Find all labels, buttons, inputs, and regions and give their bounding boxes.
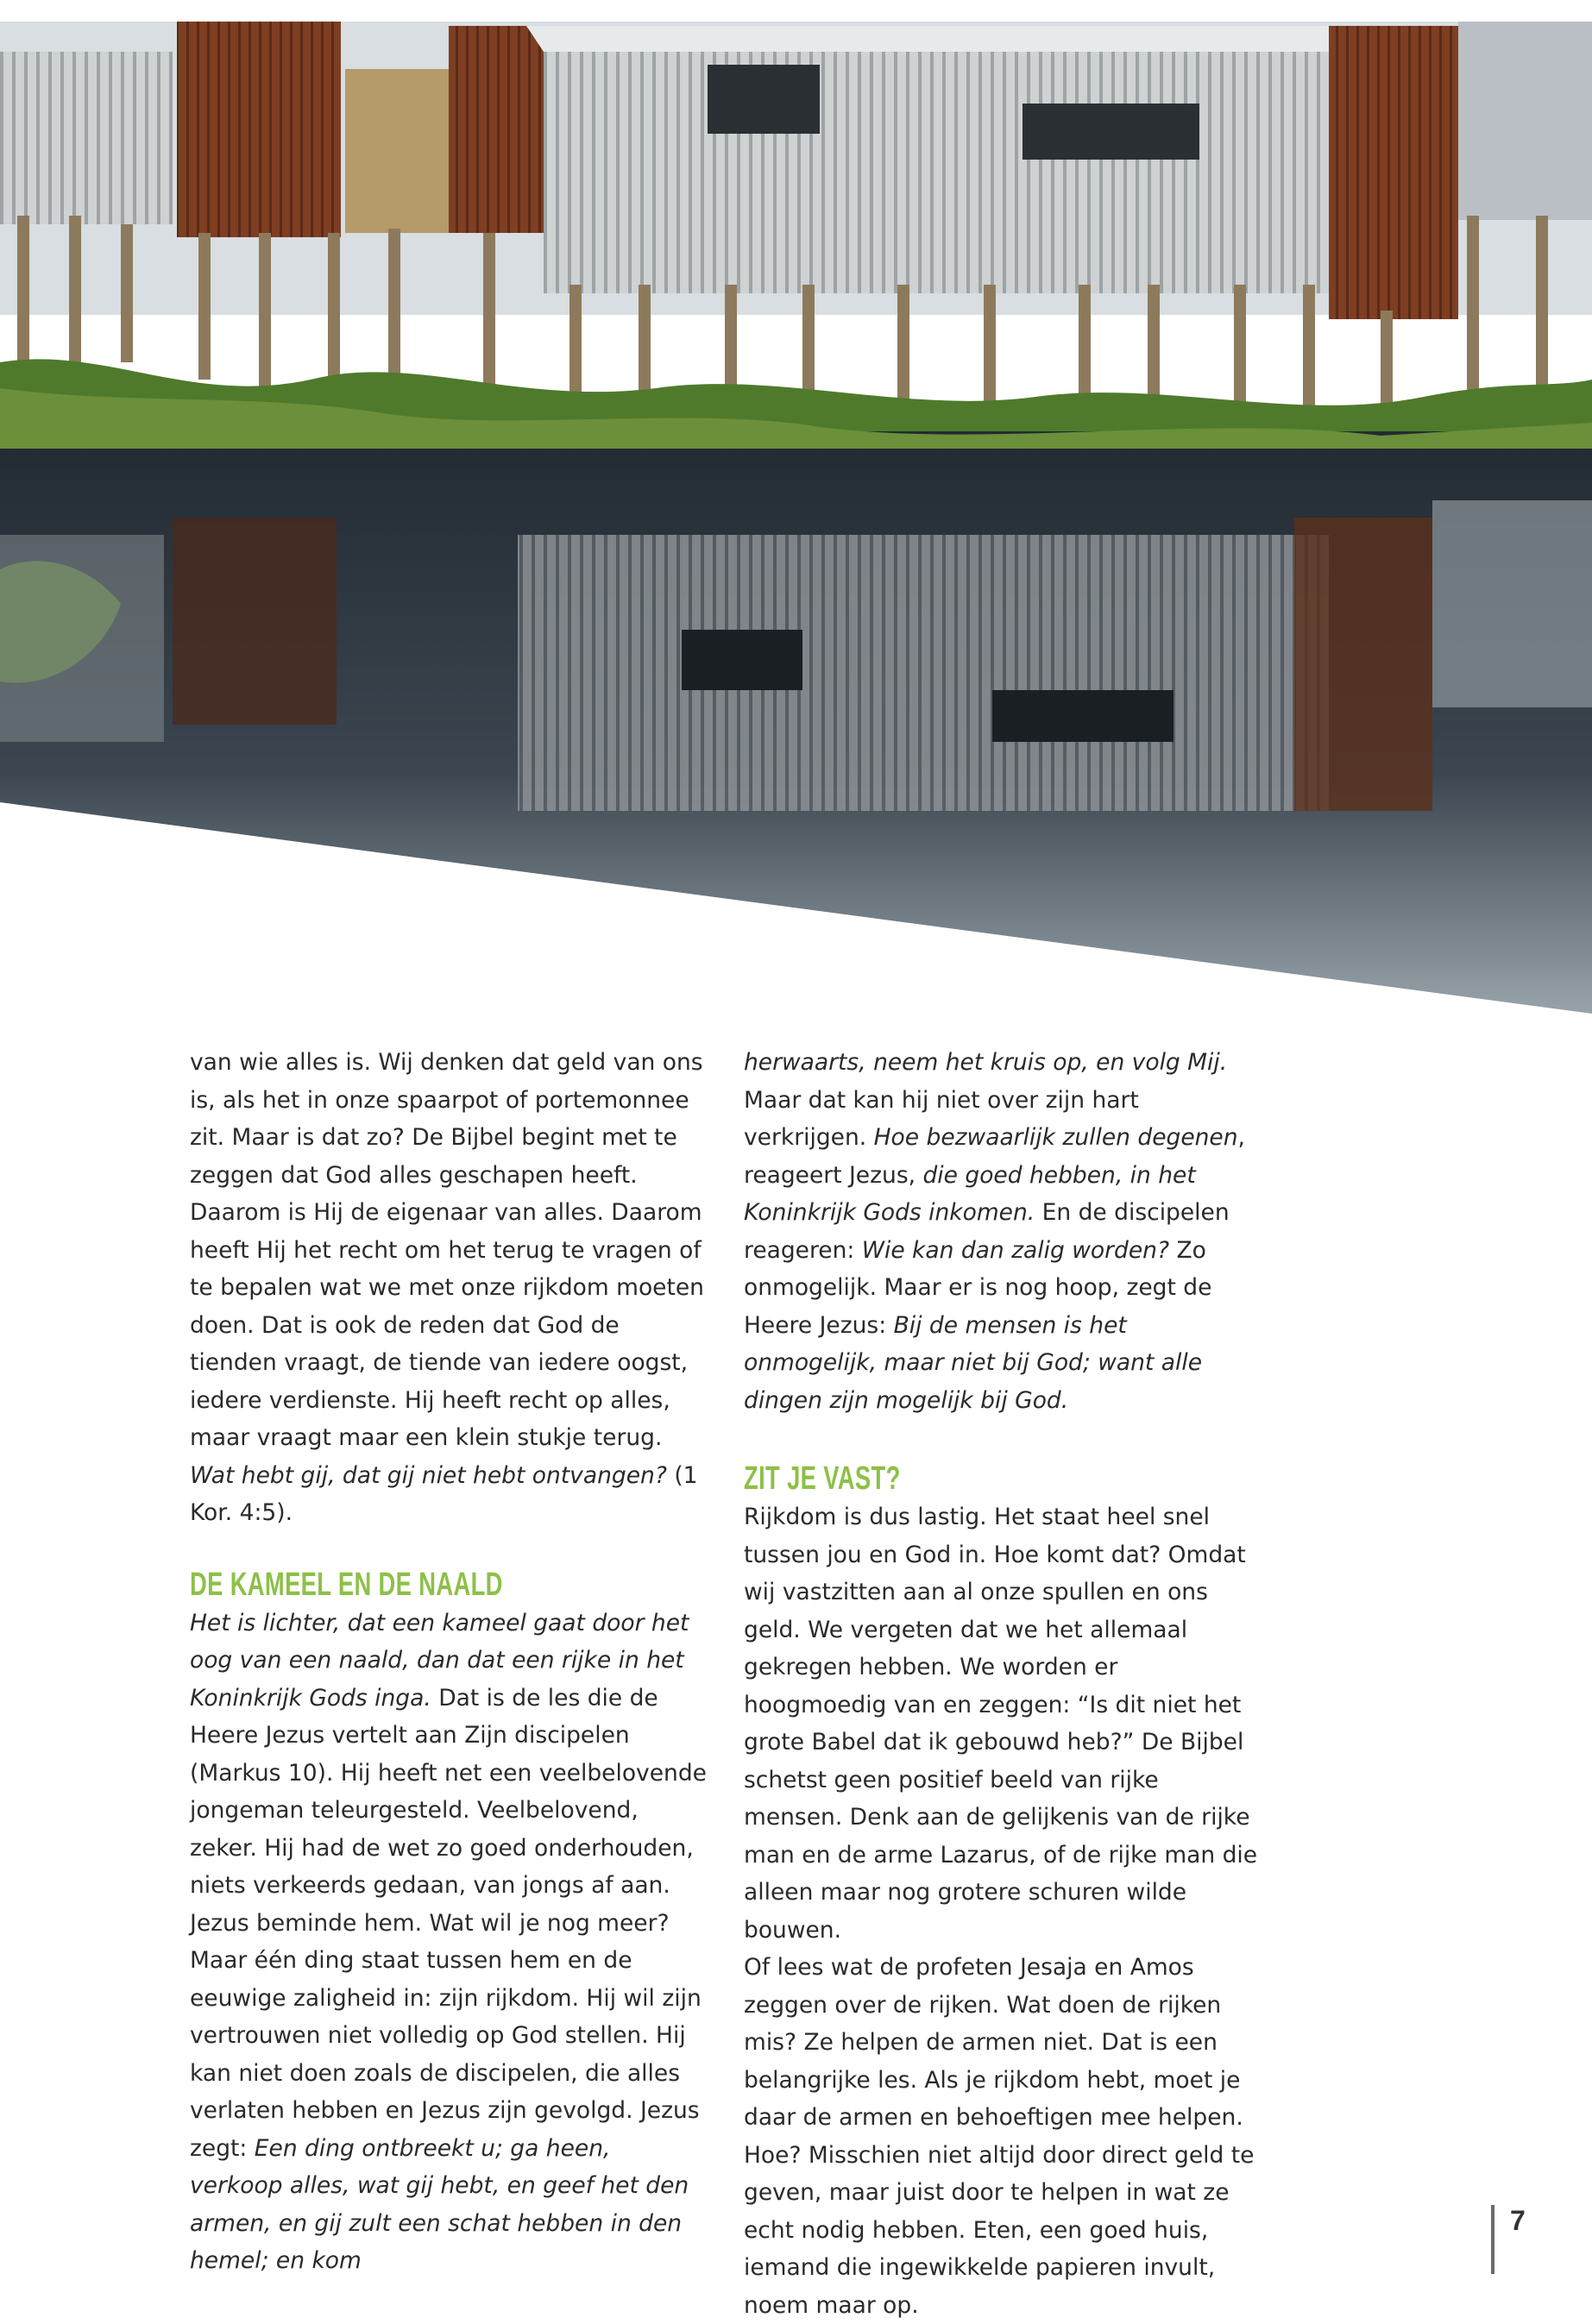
header-photo: [0, 0, 1592, 1018]
page-number-marker: [1491, 2205, 1526, 2274]
right-column: [744, 1044, 1262, 2324]
page-number: 7: [1510, 2205, 1526, 2236]
section-heading-vast: ZIT JE VAST?: [744, 1460, 901, 1497]
right-paragraph-1: herwaarts, neem het kruis op, en volg Mij. Maar dat kan hij niet over zijn hart verkrijgen. Hoe bezwaarlijk zullen degenen, reageert Jezus, die goed hebben, in het Koninkrijk Gods inkomen. En de discipelen reageren: Wie kan dan zalig worden? Zo onmogelijk. Maar er is nog hoop, zegt de Heere Jezus: Bij de mensen is het onmogelijk, maar niet bij God; want alle dingen zijn mogelijk bij God.: [744, 1049, 1245, 1414]
section-heading-kameel: DE KAMEEL EN DE NAALD: [190, 1566, 503, 1603]
right-paragraph-3: Of lees wat de profeten Jesaja en Amos zeggen over de rijken. Wat doen de rijken mis? Ze helpen de armen niet. Dat is een belangrijke les. Als je rijkdom hebt, moet je daar de armen en behoeftigen mee helpen. Hoe? Misschien niet altijd door direct geld te geven, maar juist door te helpen in wat ze echt nodig hebben. Eten, een goed huis, iemand die ingewikkelde papieren invult, noem maar op.: [744, 1954, 1255, 2319]
left-paragraph-2: Het is lichter, dat een kameel gaat door het oog van een naald, dan dat een rijke in het Koninkrijk Gods inga. Dat is de les die de Heere Jezus vertelt aan Zijn discipelen (Markus 10). Hij heeft net een veelbelovende jongeman teleurgesteld. Veelbelovend, zeker. Hij had de wet zo goed onderhouden, niets verkeerds gedaan, van jongs af aan. Jezus beminde hem. Wat wil je nog meer? Maar één ding staat tussen hem en de eeuwige zaligheid in: zijn rijkdom. Hij wil zijn vertrouwen niet volledig op God stellen. Hij kan niet doen zoals de discipelen, die alles verlaten hebben en Jezus zijn gevolgd. Jezus zegt: Een ding ontbreekt u; ga heen, verkoop alles, wat gij hebt, en geef het den armen, en gij zult een schat hebben in den hemel; en kom: [190, 1609, 707, 2274]
left-column: [190, 1044, 708, 2280]
left-paragraph-1: van wie alles is. Wij denken dat geld van ons is, als het in onze spaarpot of portemonnee zit. Maar is dat zo? De Bijbel begint met te zeggen dat God alles geschapen heeft. Daarom is Hij de eigenaar van alles. Daarom heeft Hij het recht om het terug te vragen of te bepalen wat we met onze rijkdom moeten doen. Dat is ook de reden dat God de tienden vraagt, de tiende van iedere oogst, iedere verdienste. Hij heeft recht op alles, maar vraagt maar een klein stukje terug. Wat hebt gij, dat gij niet hebt ontvangen? (1 Kor. 4:5).: [190, 1049, 704, 1526]
right-paragraph-2: Rijkdom is dus lastig. Het staat heel snel tussen jou en God in. Hoe komt dat? Omdat wij vastzitten aan al onze spullen en ons geld. We vergeten dat we het allemaal gekregen hebben. We worden er hoogmoedig van en zeggen: “Is dit niet het grote Babel dat ik gebouwd heb?” De Bijbel schetst geen positief beeld van rijke mensen. Denk aan de gelijkenis van de rijke man en de arme Lazarus, of de rijke man die alleen maar nog grotere schuren wilde bouwen.: [744, 1504, 1258, 1944]
stilt-houses-photo: [0, 0, 1592, 1018]
